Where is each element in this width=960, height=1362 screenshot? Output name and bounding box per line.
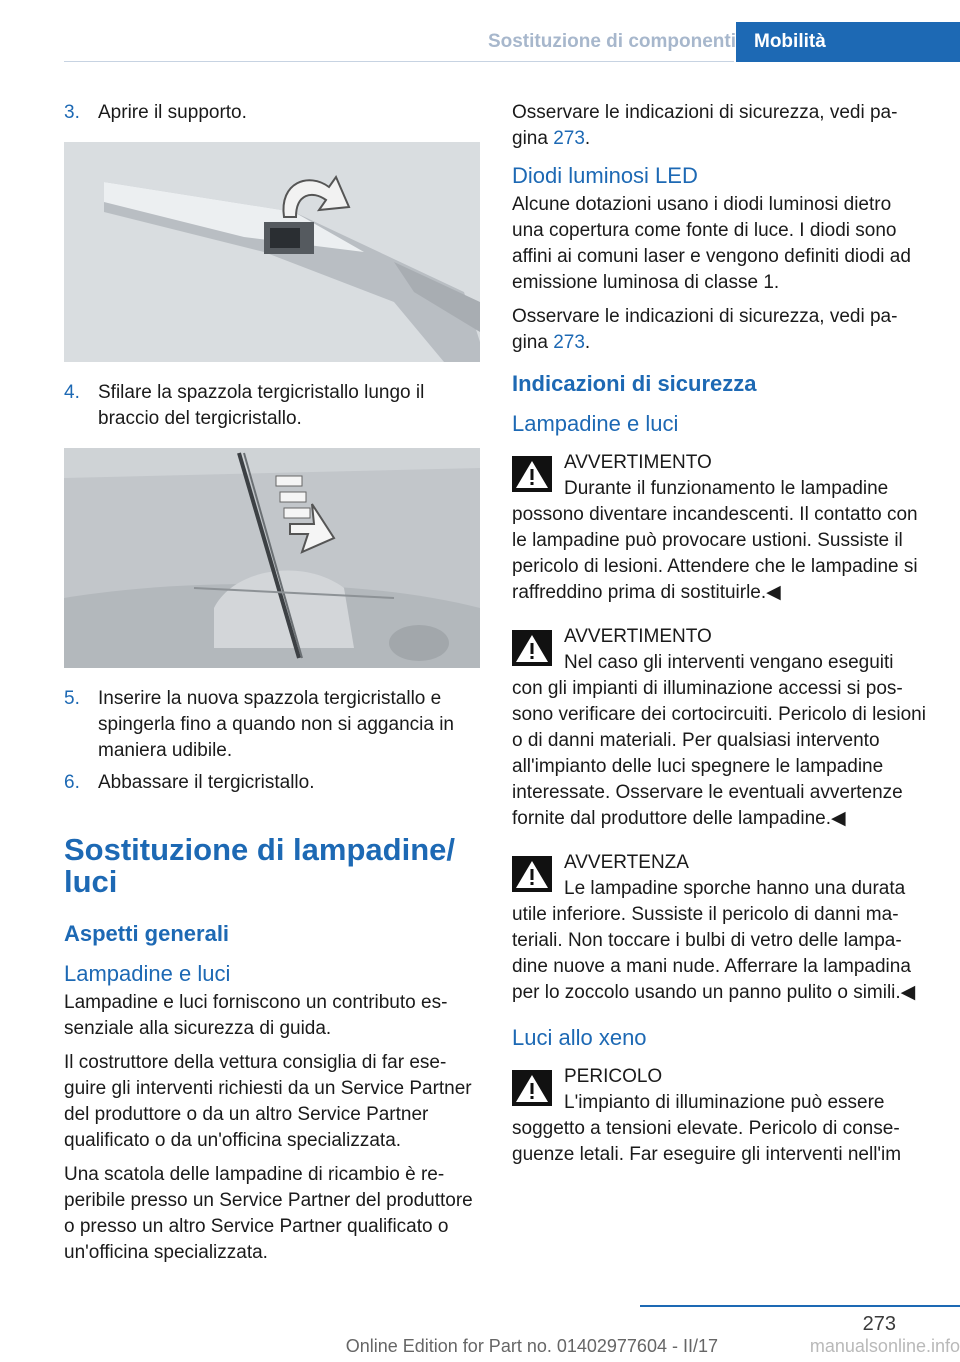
page-link[interactable]: 273 xyxy=(553,128,585,149)
subsection-xenon: Luci allo xeno xyxy=(512,1025,647,1050)
warning-block xyxy=(512,624,926,832)
step-3 xyxy=(64,100,480,126)
warning-triangle-icon xyxy=(512,856,552,892)
paragraph: Lampadine e luci forniscono un contributo essenziale alla sicurezza di guida. xyxy=(64,992,448,1039)
section-title: Sostituzione di lampadine/ luci xyxy=(64,832,455,899)
warning-block xyxy=(512,450,926,606)
safety-reference: Osservare le indicazioni di sicurezza, vedi pagina 273. xyxy=(512,102,898,149)
warning-triangle-icon xyxy=(512,630,552,666)
page-link[interactable]: 273 xyxy=(553,332,585,353)
right-column xyxy=(512,100,926,1186)
step-5 xyxy=(64,686,480,764)
warning-triangle-icon xyxy=(512,456,552,492)
footer-divider xyxy=(640,1305,960,1307)
subsection-safety: Indicazioni di sicurezza xyxy=(512,371,757,396)
subsection-bulbs: Lampadine e luci xyxy=(512,411,679,436)
edition-footer: Online Edition for Part no. 01402977604 - II/17 xyxy=(345,1336,718,1356)
step-text: Sfilare la spazzola tergicristallo lungo il braccio del tergicristallo. xyxy=(98,382,425,429)
danger-block xyxy=(512,1064,926,1168)
warning-title: AVVERTIMENTO xyxy=(564,452,712,473)
paragraph: Il costruttore della vettura consiglia di far eseguire gli interventi richiesti da un Service Partner del produttore o da un altro Service Partner qualificato o da un'officina specializzata. xyxy=(64,1052,472,1151)
safety-reference: Osservare le indicazioni di sicurezza, vedi pagina 273. xyxy=(512,306,898,353)
subsection-bulbs: Lampadine e luci xyxy=(64,961,231,986)
step-text: Abbassare il tergicristallo. xyxy=(98,772,315,793)
header-chapter-tab: Mobilità xyxy=(736,22,960,62)
paragraph: Una scatola delle lampadine di ricambio è reperibile presso un Service Partner del produttore o presso un altro Service Partner qualificato o un'officina specializzata. xyxy=(64,1164,473,1263)
warning-text: L'impianto di illuminazione può essere soggetto a tensioni elevate. Pericolo di conseguenze letali. Far eseguire gli interventi nell'im xyxy=(512,1092,902,1165)
left-column xyxy=(64,100,480,1274)
step-number: 4. xyxy=(64,382,80,403)
subsection-led: Diodi luminosi LED xyxy=(512,163,698,188)
figure-wiper-blade-removal xyxy=(64,448,480,668)
watermark: manualsonline.info xyxy=(809,1336,960,1356)
warning-block xyxy=(512,850,926,1006)
header-section-title: Sostituzione di componenti xyxy=(487,31,736,52)
step-number: 6. xyxy=(64,772,80,793)
header-divider xyxy=(64,61,734,62)
warning-title: AVVERTENZA xyxy=(564,852,689,873)
step-6 xyxy=(64,770,480,796)
subsection-general: Aspetti generali xyxy=(64,921,230,946)
warning-text: Durante il funzionamento le lampadine possono diventare incandescenti. Il contatto con le lampadine può provocare ustioni. Sussiste il pericolo di lesioni. Attendere che le lampadine si raffreddino prima di sostituirle.◀ xyxy=(512,478,918,603)
step-number: 5. xyxy=(64,688,80,709)
warning-title: PERICOLO xyxy=(564,1066,663,1087)
paragraph: Alcune dotazioni usano i diodi luminosi dietro una copertura come fonte di luce. I diodi sono affini ai comuni laser e vengono definiti diodi ad emissione luminosa di classe 1. xyxy=(512,194,911,293)
warning-text: Nel caso gli interventi vengano eseguiti con gli impianti di illuminazione accessi si possono verificare dei cortocircuiti. Pericolo di lesioni o di danni materiali. Per qualsiasi intervento all'impianto delle luci spegnere le lampadine interessate. Osservare le eventuali avvertenze fornite dal produttore delle lampadine.◀ xyxy=(512,652,926,829)
warning-title: AVVERTIMENTO xyxy=(564,626,712,647)
step-4 xyxy=(64,380,480,432)
warning-text: Le lampadine sporche hanno una durata utile inferiore. Sussiste il pericolo di danni materiali. Non toccare i bulbi di vetro delle lampadine nuove a mani nude. Afferrare la lampadina per lo zoccolo usando un panno pulito o simili.◀ xyxy=(512,878,916,1003)
page-number: 273 xyxy=(862,1313,896,1335)
warning-triangle-icon xyxy=(512,1070,552,1106)
figure-wiper-support xyxy=(64,142,480,362)
step-text: Aprire il supporto. xyxy=(98,102,247,123)
step-text: Inserire la nuova spazzola tergicristallo e spingerla fino a quando non si aggancia in maniera udibile. xyxy=(98,688,454,761)
step-number: 3. xyxy=(64,102,80,123)
